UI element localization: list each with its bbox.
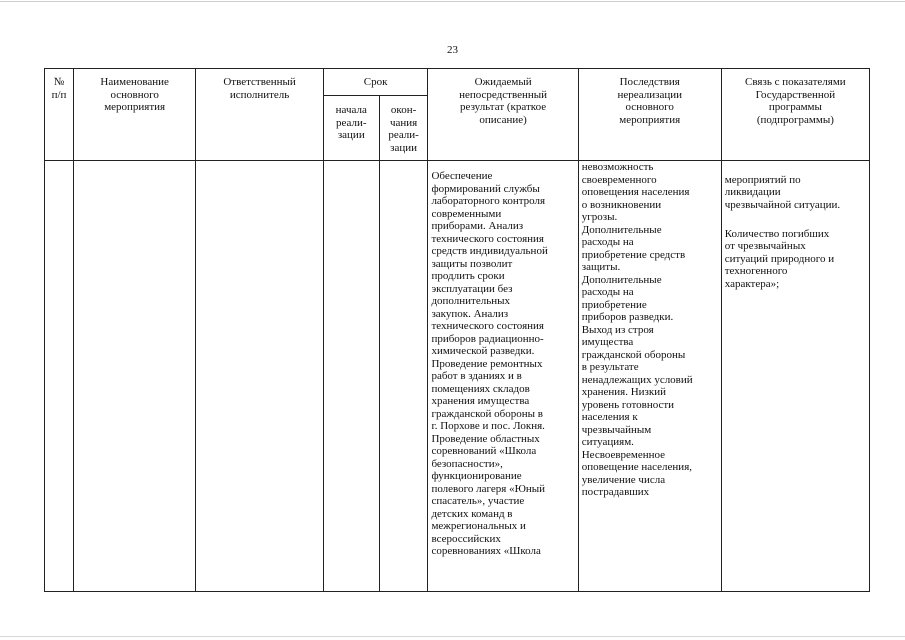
cell-measure-name [74, 161, 196, 592]
measures-table [44, 68, 870, 592]
cell-executor [196, 161, 323, 592]
cell-measure-name-text [74, 161, 195, 166]
header-term-end [379, 96, 428, 161]
header-term-text: Срок [363, 76, 388, 88]
header-executor-text: Ответственный исполнитель [223, 76, 296, 101]
header-number [45, 69, 74, 161]
header-consequences-text: Последствия нереализации основного мероприятия [617, 76, 682, 126]
header-term-start [323, 96, 379, 161]
header-term-start-text: начала реали- зации [335, 104, 367, 141]
cell-term-start [323, 161, 379, 592]
cell-term-end-text [380, 161, 428, 166]
cell-indicator-link-text [722, 161, 869, 303]
indicator-link-paragraph-2: Количество погибших от чрезвычайных ситуаций природного и техногенного характера»; [724, 227, 835, 290]
header-executor [196, 69, 323, 161]
cell-executor-text [196, 161, 322, 166]
cell-expected-result [428, 161, 578, 592]
header-indicator-link [721, 69, 869, 161]
cell-indicator-link [721, 161, 869, 592]
indicator-link-paragraph-1: мероприятий по ликвидации чрезвычайной ситуации. [724, 173, 841, 211]
page-number: 23 [447, 44, 458, 56]
header-number-text: № п/п [51, 76, 67, 101]
table-row [45, 161, 870, 592]
cell-expected-result-text: Обеспечение формирований службы лабораторного контроля современными приборами. Анализ технического состояния средств индивидуальной защиты позволит продлить сроки эксплуатации без дополнительных закупок. Анализ технического состояния приборов радиационно- химической разведки. Проведение ремонтных работ в зданиях и в помещениях складов хранения имущества гражданской обороны в г. Порхове и пос. Локня. Проведение областных соревнований «Школа безопасности», функционирование полевого лагеря «Юный спасатель», участие детских команд в межрегиональных и всероссийских соревнованиях «Школа [431, 170, 548, 557]
header-indicator-link-text: Связь с показателями Государственной программы (подпрограммы) [745, 76, 846, 126]
header-term-end-text: окон- чания реали- зации [388, 104, 419, 154]
cell-term-start-text [324, 161, 379, 166]
header-term [323, 69, 428, 96]
cell-number [45, 161, 74, 592]
scan-edge-top [0, 1, 905, 2]
cell-number-text [45, 161, 73, 166]
header-measure-name-text: Наименование основного мероприятия [100, 76, 169, 113]
scan-edge-bottom [0, 636, 905, 637]
cell-consequences [578, 161, 721, 592]
header-consequences [578, 69, 721, 161]
header-expected-result [428, 69, 578, 161]
header-measure-name [74, 69, 196, 161]
cell-term-end [379, 161, 428, 592]
cell-consequences-text: невозможность своевременного оповещения населения о возникновении угрозы. Дополнительные расходы на приобретение средств защиты. Дополнительные расходы на приобретение приборов разведки. Выход из строя имущества гражданской обороны в результате ненадлежащих условий хранения. Низкий уровень готовности населения к чрезвычайным ситуациям. Несвоевременное оповещение населения, увеличение числа пострадавших [581, 161, 693, 498]
header-expected-result-text: Ожидаемый непосредственный результат (краткое описание) [459, 76, 548, 126]
